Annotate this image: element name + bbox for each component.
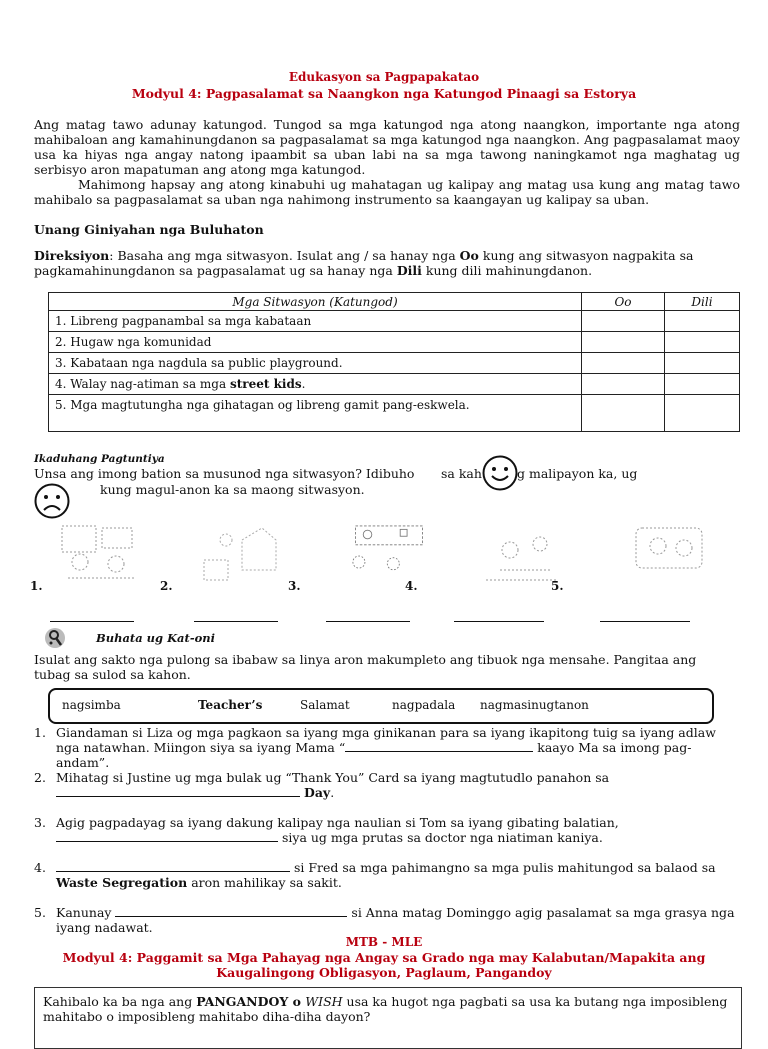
dili-answer-cell[interactable] bbox=[665, 374, 740, 395]
item-text-part: aron mahilikay sa sakit. bbox=[187, 875, 342, 890]
item-number: 5. bbox=[34, 905, 46, 920]
table-row bbox=[49, 332, 740, 353]
item-text-part: Giandaman si Liza og mga pagkaon sa iyang mga ginikanan para sa iyang ikapitong tuig sa iyang adlaw nga natawhan. Miingon siya sa iyang Mama “ bbox=[56, 725, 716, 755]
item-text bbox=[56, 860, 736, 890]
oo-answer-cell[interactable] bbox=[582, 374, 665, 395]
situation-picture-3 bbox=[340, 518, 426, 582]
answer-line-4[interactable] bbox=[454, 621, 544, 622]
fill-item-4 bbox=[34, 860, 734, 892]
oo-answer-cell[interactable] bbox=[582, 395, 665, 432]
question-line-mid: sa kah bbox=[441, 466, 482, 481]
picture-number-4: 4. bbox=[405, 579, 418, 593]
situation-text: . bbox=[301, 377, 306, 391]
pangandoy-box bbox=[34, 987, 742, 1049]
blank-line[interactable] bbox=[56, 785, 300, 797]
direction-part: kung ang sitwasyon nagpakita sa pagkamahinungdanon sa pagpasalamat ug sa hanay nga bbox=[34, 248, 694, 278]
word-bank-item: Salamat bbox=[300, 698, 350, 712]
intro-paragraph-1: Ang matag tawo adunay katungod. Tungod sa mga katungod nga atong naangkon, importante nga atong mahibaloan ang kamahinungdanon sa pagpasalamat sa mga katungod nga naangkon. Ang pagpasalamat maoy usa ka hiyas nga angay natong ipaambit sa uban labi na sa mga tawong naningkamot nga maghatag ug serbisyo aron mapatuman ang atong mga katungod. bbox=[34, 117, 740, 177]
table-header-row bbox=[49, 293, 740, 311]
direction-part: : Basaha ang mga sitwasyon. Isulat ang / sa hanay nga bbox=[109, 248, 460, 263]
direction-label: Direksiyon bbox=[34, 248, 110, 263]
mtb-title: MTB - MLE bbox=[345, 935, 423, 949]
picture-number-3: 3. bbox=[288, 579, 301, 593]
situation-picture-1 bbox=[58, 518, 144, 582]
word-bank-item: Teacher’s bbox=[198, 698, 263, 712]
item-text-part: kaayo Ma sa imong pag-andam”. bbox=[56, 740, 692, 770]
picture-number-5: 5. bbox=[551, 579, 564, 593]
item-text-part: siya ug mga prutas sa doctor nga niatiman kaniya. bbox=[278, 830, 603, 845]
fill-item-5 bbox=[34, 905, 734, 937]
fill-item-1 bbox=[34, 725, 734, 770]
situation-cell: 1. Libreng pagpanambal sa mga kabataan bbox=[49, 311, 582, 332]
direction-text bbox=[34, 248, 734, 278]
section-title-ikaduhang-pagtuntiya: Ikaduhang Pagtuntiya bbox=[34, 453, 165, 465]
table-row bbox=[49, 395, 740, 432]
sad-face-icon bbox=[34, 483, 70, 519]
oo-answer-cell[interactable] bbox=[582, 311, 665, 332]
intro-paragraph-2: Mahimong hapsay ang atong kinabuhi ug mahatagan ug kalipay ang matag usa kung ang matag tawo mahibalo sa pagpasalamat sa uban nga nahimong instrumento sa kaangayan ug kalipay sa uban. bbox=[34, 177, 740, 207]
oo-answer-cell[interactable] bbox=[582, 353, 665, 374]
fill-item-3 bbox=[34, 815, 734, 847]
situation-text: 4. Walay nag-atiman sa mga bbox=[55, 377, 230, 391]
item-text-bold: Day bbox=[303, 785, 331, 800]
direction-dili: Dili bbox=[396, 263, 422, 278]
situation-bold: street kids bbox=[229, 377, 302, 391]
col-header-dili: Dili bbox=[665, 293, 740, 311]
item-text bbox=[56, 905, 736, 935]
dili-answer-cell[interactable] bbox=[665, 395, 740, 432]
direction-oo: Oo bbox=[459, 248, 479, 263]
answer-line-5[interactable] bbox=[600, 621, 690, 622]
situation-picture-4 bbox=[480, 520, 566, 584]
question-line-end: g malipayon ka, ug bbox=[517, 466, 638, 481]
col-header-oo: Oo bbox=[582, 293, 665, 311]
answer-line-1[interactable] bbox=[50, 621, 134, 622]
word-bank-item: nagsimba bbox=[62, 698, 121, 712]
question-line-1: Unsa ang imong bation sa musunod nga sitwasyon? Idibuho bbox=[34, 466, 415, 481]
answer-line-2[interactable] bbox=[194, 621, 278, 622]
blank-line[interactable] bbox=[345, 740, 533, 752]
item-text-part: Mihatag si Justine ug mga bulak ug “Thank You” Card sa iyang magtutudlo panahon sa bbox=[56, 770, 610, 785]
item-number: 4. bbox=[34, 860, 46, 875]
dili-answer-cell[interactable] bbox=[665, 311, 740, 332]
item-text bbox=[56, 770, 736, 800]
oo-answer-cell[interactable] bbox=[582, 332, 665, 353]
subject-title: Edukasyon sa Pagpapakatao bbox=[288, 70, 480, 84]
question-line-2: kung magul-anon ka sa maong sitwasyon. bbox=[100, 482, 365, 497]
item-text-part: si Fred sa mga pahimangno sa mga pulis mahitungod sa balaod sa bbox=[290, 860, 716, 875]
answer-line-3[interactable] bbox=[326, 621, 410, 622]
situation-cell: 3. Kabataan nga nagdula sa public playground. bbox=[49, 353, 582, 374]
module-title: Modyul 4: Pagpasalamat sa Naangkon nga Katungod Pinaagi sa Estorya bbox=[131, 86, 637, 101]
situation-cell: 2. Hugaw nga komunidad bbox=[49, 332, 582, 353]
item-text-part: si Anna matag Dominggo agig pasalamat sa mga grasya nga iyang nadawat. bbox=[56, 905, 735, 935]
item-text-part: Kanunay bbox=[56, 905, 116, 920]
table-row bbox=[49, 353, 740, 374]
box-text-part: usa ka hugot nga pagbati sa usa ka butang nga imposibleng mahitabo o imposibleng mahitabo diha-diha dayon? bbox=[43, 994, 728, 1024]
table-row bbox=[49, 374, 740, 395]
blank-line[interactable] bbox=[56, 830, 278, 842]
fill-item-2 bbox=[34, 770, 734, 802]
word-bank-item: nagmasinugtanon bbox=[480, 698, 589, 712]
instruction-text: Isulat ang sakto nga pulong sa ibabaw sa linya aron makumpleto ang tibuok nga mensahe. Pangitaa ang tubag sa sulod sa kahon. bbox=[34, 652, 697, 682]
magnifier-icon bbox=[44, 626, 66, 650]
box-text-part: Kahibalo ka ba nga ang bbox=[43, 994, 197, 1009]
item-text-bold: Waste Segregation bbox=[56, 875, 188, 890]
item-number: 3. bbox=[34, 815, 46, 830]
direction-part: kung dili mahinungdanon. bbox=[421, 263, 593, 278]
blank-line[interactable] bbox=[115, 905, 347, 917]
dili-answer-cell[interactable] bbox=[665, 332, 740, 353]
item-number: 1. bbox=[34, 725, 46, 740]
section-title-buhata-ug-kat-oni: Buhata ug Kat-oni bbox=[96, 631, 215, 645]
mtb-module-title: Modyul 4: Paggamit sa Mga Pahayag nga Angay sa Grado nga may Kalabutan/Mapakita ang Kaugalingong Obligasyon, Paglaum, Pangandoy bbox=[62, 950, 706, 980]
box-text-bold: PANGANDOY o bbox=[196, 994, 306, 1009]
picture-number-2: 2. bbox=[160, 579, 173, 593]
box-text-italic: WISH bbox=[305, 994, 343, 1009]
pangandoy-text bbox=[43, 994, 733, 1024]
smiley-face-icon bbox=[482, 455, 518, 491]
situation-picture-5 bbox=[628, 518, 714, 582]
table-row bbox=[49, 311, 740, 332]
situation-cell: 5. Mga magtutungha nga gihatagan og libreng gamit pang-eskwela. bbox=[49, 395, 582, 432]
item-text bbox=[56, 815, 736, 845]
situation-picture-2 bbox=[196, 520, 282, 584]
item-text-part: . bbox=[330, 785, 335, 800]
item-text-part: Agig pagpadayag sa iyang dakung kalipay nga naulian si Tom sa iyang gibating balatian, bbox=[56, 815, 619, 830]
picture-number-1: 1. bbox=[30, 579, 43, 593]
dili-answer-cell[interactable] bbox=[665, 353, 740, 374]
word-bank-item: nagpadala bbox=[392, 698, 456, 712]
item-number: 2. bbox=[34, 770, 46, 785]
section-title-unang-giniyahan: Unang Giniyahan nga Buluhaton bbox=[34, 222, 264, 237]
word-bank-box bbox=[48, 688, 714, 724]
item-text bbox=[56, 725, 736, 770]
col-header-situations: Mga Sitwasyon (Katungod) bbox=[49, 293, 582, 311]
situations-table bbox=[48, 292, 740, 432]
situation-cell bbox=[49, 374, 582, 395]
blank-line[interactable] bbox=[56, 860, 290, 872]
